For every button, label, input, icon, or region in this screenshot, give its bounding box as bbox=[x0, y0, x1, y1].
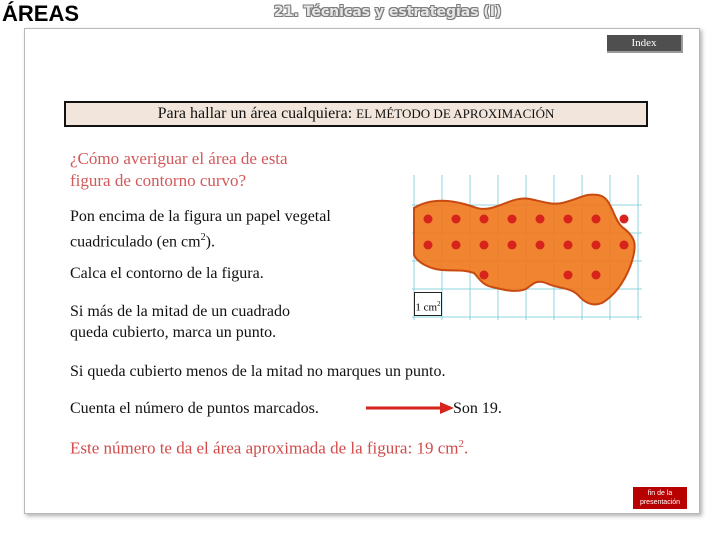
question-line-2: figura de contorno curvo? bbox=[70, 171, 247, 190]
count-dot bbox=[424, 241, 433, 250]
index-button[interactable]: Index bbox=[607, 35, 683, 53]
end-button-line-2: presentación bbox=[639, 499, 681, 506]
question-line-1: ¿Cómo averiguar el área de esta bbox=[70, 149, 288, 168]
count-dot bbox=[452, 215, 461, 224]
count-dot bbox=[592, 241, 601, 250]
step-3-text bbox=[70, 301, 290, 343]
conclusion-main: Este número te da el área aproximada de la figura: 19 cm bbox=[70, 438, 459, 458]
unit-label-superscript: 2 bbox=[437, 300, 441, 308]
count-dot bbox=[536, 241, 545, 250]
banner-method: EL MÉTODO DE APROXIMACIÓN bbox=[356, 106, 555, 121]
step-1-line-2-end: ). bbox=[205, 233, 215, 251]
right-arrow-icon bbox=[366, 401, 454, 415]
count-dot bbox=[620, 241, 629, 250]
question-text bbox=[70, 148, 288, 192]
step-5-text: Cuenta el número de puntos marcados. bbox=[70, 400, 319, 417]
count-dot bbox=[564, 241, 573, 250]
step-1-text bbox=[70, 206, 331, 252]
end-presentation-button[interactable] bbox=[633, 487, 687, 509]
count-dot bbox=[536, 215, 545, 224]
step-1-line-1: Pon encima de la figura un papel vegetal bbox=[70, 208, 331, 225]
method-banner bbox=[64, 101, 648, 127]
count-dot bbox=[480, 271, 489, 280]
curved-shape bbox=[414, 195, 635, 305]
count-dot bbox=[508, 215, 517, 224]
unit-square-label bbox=[414, 292, 442, 316]
count-dot bbox=[592, 271, 601, 280]
count-dot bbox=[564, 215, 573, 224]
banner-lead: Para hallar un área cualquiera: bbox=[157, 105, 357, 122]
unit-label-text: 1 cm bbox=[415, 301, 438, 314]
count-dot bbox=[480, 241, 489, 250]
step-1-superscript: 2 bbox=[200, 232, 206, 243]
conclusion-superscript: 2 bbox=[458, 438, 464, 450]
step-2-text: Calca el contorno de la figura. bbox=[70, 265, 264, 282]
count-dot bbox=[480, 215, 489, 224]
count-dot bbox=[564, 271, 573, 280]
step-3-line-2: queda cubierto, marca un punto. bbox=[70, 324, 277, 341]
conclusion-end: . bbox=[463, 438, 469, 458]
curved-figure-grid bbox=[412, 175, 642, 320]
step-5-result: Son 19. bbox=[453, 400, 502, 417]
step-4-text: Si queda cubierto menos de la mitad no marques un punto. bbox=[70, 363, 446, 380]
section-subtitle: 21. Técnicas y estrategias (I) bbox=[274, 4, 502, 20]
step-1-line-2: cuadriculado (en cm bbox=[70, 233, 201, 251]
conclusion-text bbox=[70, 434, 468, 459]
count-dot bbox=[424, 215, 433, 224]
count-dot bbox=[508, 241, 517, 250]
end-button-line-1: fin de la bbox=[647, 490, 673, 497]
count-dot bbox=[452, 241, 461, 250]
count-dot bbox=[592, 215, 601, 224]
step-3-line-1: Si más de la mitad de un cuadrado bbox=[70, 303, 290, 320]
page-title: ÁREAS bbox=[2, 1, 80, 26]
count-dot bbox=[620, 215, 629, 224]
